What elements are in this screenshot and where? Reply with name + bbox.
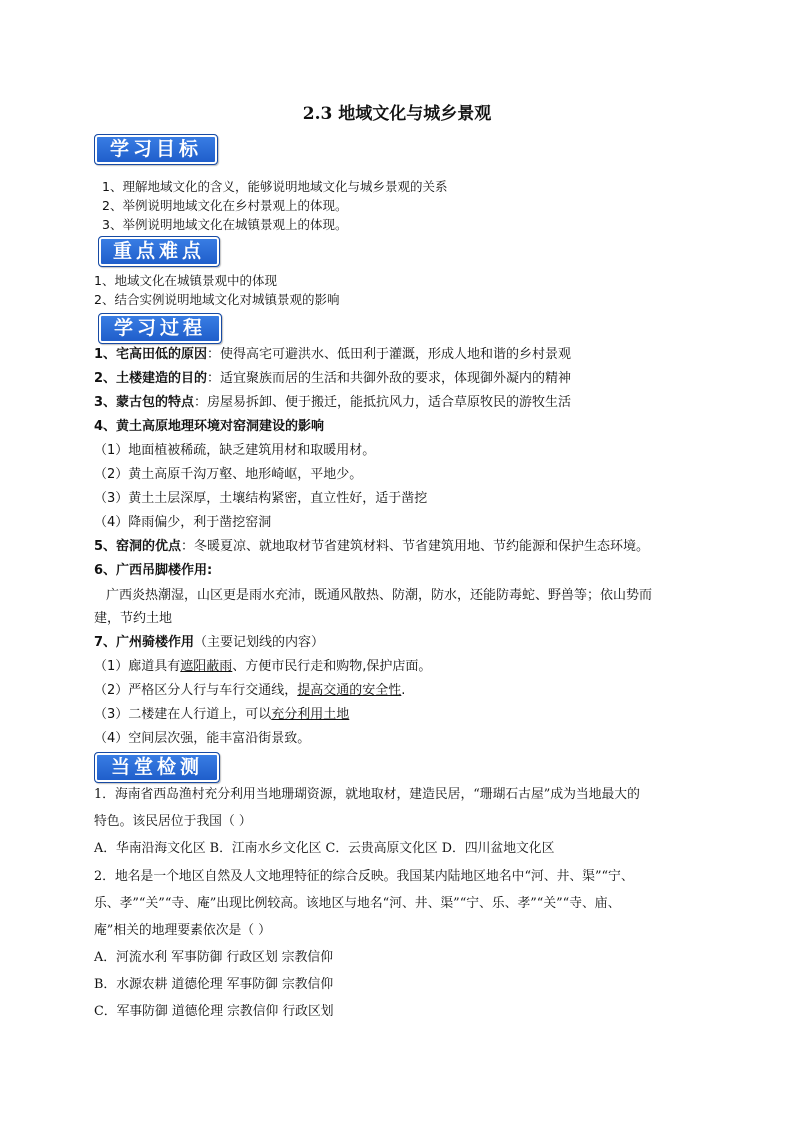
question-1-text: 1．海南省西岛渔村充分利用当地珊瑚资源，就地取材，建造民居，“珊瑚石古屋”成为当地最大的: [94, 787, 640, 802]
process-item-heading: 2、土楼建造的目的: [94, 371, 208, 386]
text-segment: （2）严格区分人行与车行交通线，: [94, 683, 298, 698]
process-sub-item: （4）降雨偏少，利于凿挖窑洞: [94, 515, 272, 530]
process-item-body: ：冬暖夏凉、就地取材节省建筑材料、节省建筑用地、节约能源和保护生态环境。: [181, 539, 650, 554]
process-item-heading: 7、广州骑楼作用: [94, 635, 195, 650]
underlined-key-phrase: 充分利用土地: [271, 707, 350, 722]
text-segment: （3）二楼建在人行道上，可以: [94, 707, 272, 722]
goal-item: 2、举例说明地域文化在乡村景观上的体现。: [102, 198, 348, 213]
question-1-text: 特色。该民居位于我国（ ）: [94, 814, 252, 829]
underlined-key-phrase: 遮阳蔽雨: [180, 659, 233, 674]
process-item-heading: 5、窑洞的优点: [94, 539, 182, 554]
question-2-text: 庵”相关的地理要素依次是（ ）: [94, 923, 271, 938]
key-point-item: 1、地域文化在城镇景观中的体现: [94, 273, 277, 288]
process-sub-item: （1）地面植被稀疏，缺乏建筑用材和取暖用材。: [94, 443, 376, 458]
process-item-heading: 1、宅高田低的原因: [94, 347, 208, 362]
process-item-5: [94, 538, 649, 556]
process-paragraph: 建，节约土地: [94, 611, 173, 626]
section-badge-goals: 学习目标: [94, 134, 218, 165]
question-2-option-b: B．水源农耕 道德伦理 军事防御 宗教信仰: [94, 977, 334, 992]
process-item-body: ：房屋易拆卸、便于搬迁，能抵抗风力，适合草原牧民的游牧生活: [194, 395, 572, 410]
process-item-heading: 3、蒙古包的特点: [94, 395, 195, 410]
section-badge-test: 当堂检测: [94, 752, 220, 783]
process-item-6-heading: 6、广西吊脚楼作用:: [94, 563, 213, 578]
section-badge-key-points: 重点难点: [98, 236, 220, 267]
key-point-item: 2、结合实例说明地域文化对城镇景观的影响: [94, 292, 340, 307]
process-item-body: ：适宜聚族而居的生活和共御外敌的要求，体现御外凝内的精神: [207, 371, 572, 386]
goal-item: 3、举例说明地域文化在城镇景观上的体现。: [102, 217, 348, 232]
process-item-body: ：使得高宅可避洪水、低田利于灌溉，形成人地和谐的乡村景观: [207, 347, 572, 362]
question-2-option-a: A．河流水利 军事防御 行政区划 宗教信仰: [94, 950, 333, 965]
text-segment: （1）廊道具有: [94, 659, 181, 674]
question-2-option-c: C．军事防御 道德伦理 宗教信仰 行政区划: [94, 1004, 334, 1019]
process-item-1: [94, 346, 571, 364]
goal-item: 1、理解地域文化的含义，能够说明地域文化与城乡景观的关系: [102, 179, 448, 194]
section-badge-process: 学习过程: [98, 313, 222, 344]
process-paragraph: 广西炎热潮湿，山区更是雨水充沛，既通风散热、防潮，防水，还能防毒蛇、野兽等；依山势而: [106, 588, 653, 603]
question-2-text: 乐、孝”“关”“寺、庵”出现比例较高。该地区与地名“河、井、渠”“宁、乐、孝”“关”“寺、庙、: [94, 896, 621, 911]
process-sub-item: [94, 706, 349, 724]
process-sub-item: （3）黄土土层深厚，土壤结构紧密，直立性好，适于凿挖: [94, 491, 428, 506]
question-1-options: A．华南沿海文化区 B．江南水乡文化区 C．云贵高原文化区 D．四川盆地文化区: [94, 841, 555, 856]
process-sub-item: [94, 682, 405, 700]
process-item-2: [94, 370, 571, 388]
process-sub-item: （4）空间层次强，能丰富沿街景致。: [94, 731, 311, 746]
page-title: 2.3 地域文化与城乡景观: [302, 104, 492, 124]
process-item-3: [94, 394, 571, 412]
question-2-text: 2．地名是一个地区自然及人文地理特征的综合反映。我国某内陆地区地名中“河、井、渠”“宁、: [94, 869, 634, 884]
process-item-note: （主要记划线的内容）: [194, 635, 325, 650]
process-sub-item: [94, 658, 431, 676]
process-item-4-heading: 4、黄土高原地理环境对窑洞建设的影响: [94, 419, 325, 434]
text-segment: .: [401, 683, 406, 698]
process-sub-item: （2）黄土高原千沟万壑、地形崎岖，平地少。: [94, 467, 363, 482]
underlined-key-phrase: 提高交通的安全性: [297, 683, 402, 698]
text-segment: 、方便市民行走和购物,保护店面。: [232, 659, 432, 674]
process-item-7: [94, 634, 324, 652]
